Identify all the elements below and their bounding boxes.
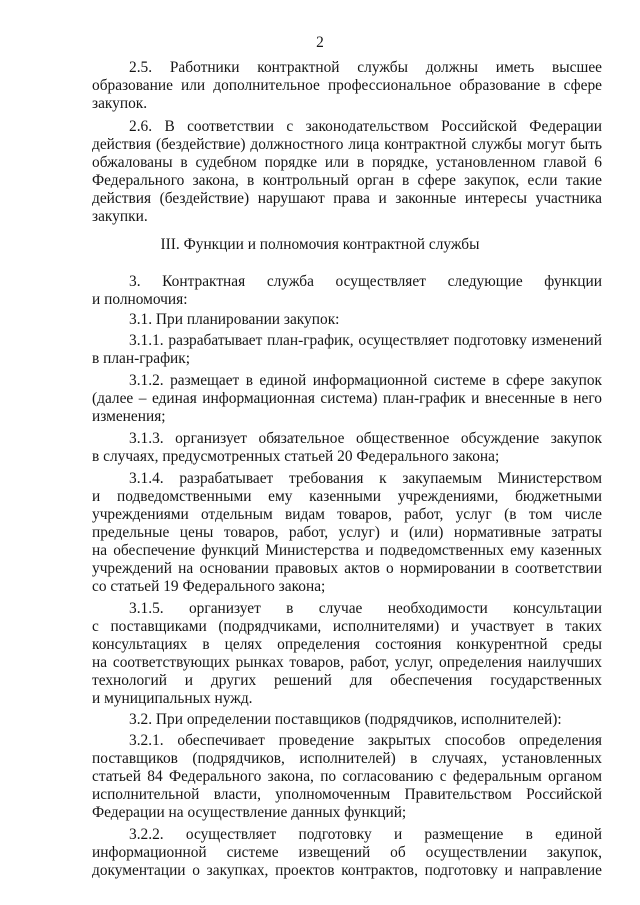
text-line: действия (бездействие) нарушают права и законные интересы участника: [92, 190, 602, 207]
text-line: 3.2.1. обеспечивает проведение закрытых способов определения: [129, 732, 602, 749]
text-line: учреждений на основании правовых актов о нормировании в соответствии: [92, 560, 602, 577]
text-line: информационной системе извещений об осуществлении закупок,: [92, 844, 602, 861]
text-line: с поставщиками (подрядчиками, исполнителями) и участвует в таких: [92, 618, 602, 635]
text-line: технологий и других решений для обеспечения государственных: [92, 672, 602, 689]
text-line: Федерации на осуществление данных функций;: [92, 804, 407, 821]
text-line: со статьей 19 Федерального закона;: [92, 578, 326, 595]
text-line: 3. Контрактная служба осуществляет следующие функции: [129, 273, 602, 290]
text-line: образование или дополнительное профессиональное образование в сфере: [92, 77, 602, 94]
text-line: учреждениями отдельным видам товаров, работ, услуг (в том числе: [92, 506, 602, 523]
text-line: 2.5. Работники контрактной службы должны иметь высшее: [129, 59, 602, 76]
text-line: в план-график;: [92, 350, 191, 367]
text-line: 2.6. В соответствии с законодательством Российской Федерации: [129, 118, 602, 135]
text-line: и подведомственными ему казенными учреждениями, бюджетными: [92, 488, 602, 505]
text-line: документации о закупках, проектов контрактов, подготовку и направление: [92, 862, 602, 879]
text-line: 3.2. При определении поставщиков (подрядчиков, исполнителей):: [129, 711, 562, 728]
text-line: 3.1.2. размещает в единой информационной системе в сфере закупок: [129, 372, 602, 389]
text-line: 3.1.3. организует обязательное общественное обсуждение закупок: [129, 430, 602, 447]
text-line: (далее – единая информационная система) план-график и внесенные в него: [92, 390, 602, 407]
text-line: изменения;: [92, 408, 166, 425]
text-line: на соответствующих рынках товаров, работ, услуг, определения наилучших: [92, 654, 602, 671]
text-line: статьей 84 Федерального закона, по согласованию с федеральным органом: [92, 768, 602, 785]
text-line: 3.1.5. организует в случае необходимости консультации: [129, 600, 602, 617]
text-line: 3.1.4. разрабатывает требования к закупаемым Министерством: [129, 470, 602, 487]
text-line: исполнительной власти, уполномоченным Правительством Российской: [92, 786, 602, 803]
text-line: Федерального закона, в контрольный орган в сфере закупок, если такие: [92, 172, 602, 189]
text-line: 3.1.1. разрабатывает план-график, осуществляет подготовку изменений: [129, 332, 602, 349]
text-line: предельные цены товаров, работ, услуг) и (или) нормативные затраты: [92, 524, 602, 541]
page-number: 2: [316, 34, 324, 51]
text-line: обжалованы в судебном порядке или в порядке, установленном главой 6: [92, 154, 602, 171]
text-line: на обеспечение функций Министерства и подведомственных ему казенных: [92, 542, 602, 559]
text-line: консультациях в целях определения состояния конкурентной среды: [92, 636, 602, 653]
section-heading: III. Функции и полномочия контрактной службы: [160, 236, 480, 253]
text-line: 3.1. При планировании закупок:: [129, 311, 340, 328]
text-line: закупок.: [92, 95, 148, 112]
text-line: действия (бездействие) должностного лица контрактной службы могут быть: [92, 136, 602, 153]
text-line: поставщиков (подрядчиков, исполнителей) в случаях, установленных: [92, 750, 602, 767]
text-line: и полномочия:: [92, 291, 188, 308]
text-line: и муниципальных нужд.: [92, 690, 253, 707]
text-line: закупки.: [92, 208, 148, 225]
text-line: 3.2.2. осуществляет подготовку и размещение в единой: [129, 826, 602, 843]
text-line: в случаях, предусмотренных статьей 20 Федерального закона;: [92, 448, 500, 465]
